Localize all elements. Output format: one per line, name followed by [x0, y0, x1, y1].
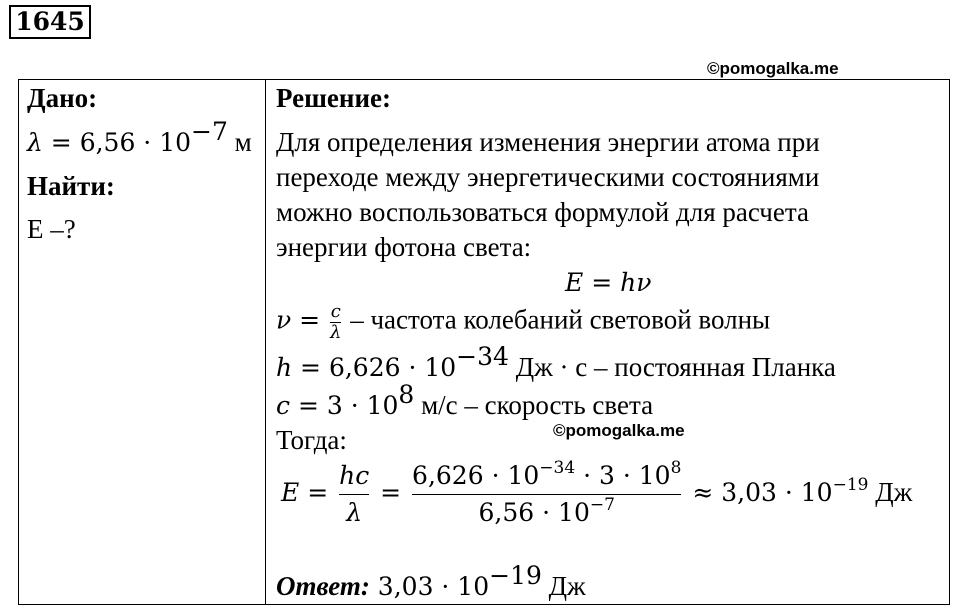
problem-number: 1645	[9, 5, 91, 39]
watermark-middle: ©pomogalka.me	[553, 421, 685, 440]
given-label: Дано:	[27, 83, 98, 113]
then-label: Тогда:	[276, 425, 347, 455]
intro-line-1: Для определения изменения энергии атома при	[276, 127, 820, 157]
calculation-formula: E = $\frac{hc}{\lambda}$ = $\frac{6,626 \cdot 10^{-34} \cdot 3 \cdot 10^8}{6,56 \cdot 10^{-7}}$ ≈ $3,03 \cdot 10^{-19}$ Дж	[281, 458, 913, 527]
column-divider	[265, 80, 266, 604]
solution-label: Решение:	[276, 83, 391, 113]
find-item: E –?	[27, 214, 76, 244]
speed-of-light-definition: $c = 3 \cdot 10^8$ м/с – скорость света	[276, 380, 654, 420]
intro-line-4: энергии фотона света:	[276, 232, 532, 262]
main-formula: E = hν	[565, 268, 652, 297]
nu-definition: ν = $\frac{c}{\lambda}$ – частота колебаний световой волны	[276, 301, 771, 343]
solution-table	[18, 79, 950, 605]
answer: Ответ: $3,03 \cdot 10^{-19}$ Дж	[276, 561, 586, 601]
given-lambda: $\lambda = 6,56 \cdot 10^{-7}$ м	[27, 117, 252, 157]
intro-line-3: можно воспользоваться формулой для расчета	[276, 197, 809, 227]
find-label: Найти:	[27, 171, 115, 201]
intro-line-2: переходе между энергетическими состояниями	[276, 162, 820, 192]
watermark-top: ©pomogalka.me	[707, 59, 839, 78]
planck-definition: $h = 6,626 \cdot 10^{-34}$ Дж · с – постоянная Планка	[276, 342, 836, 382]
